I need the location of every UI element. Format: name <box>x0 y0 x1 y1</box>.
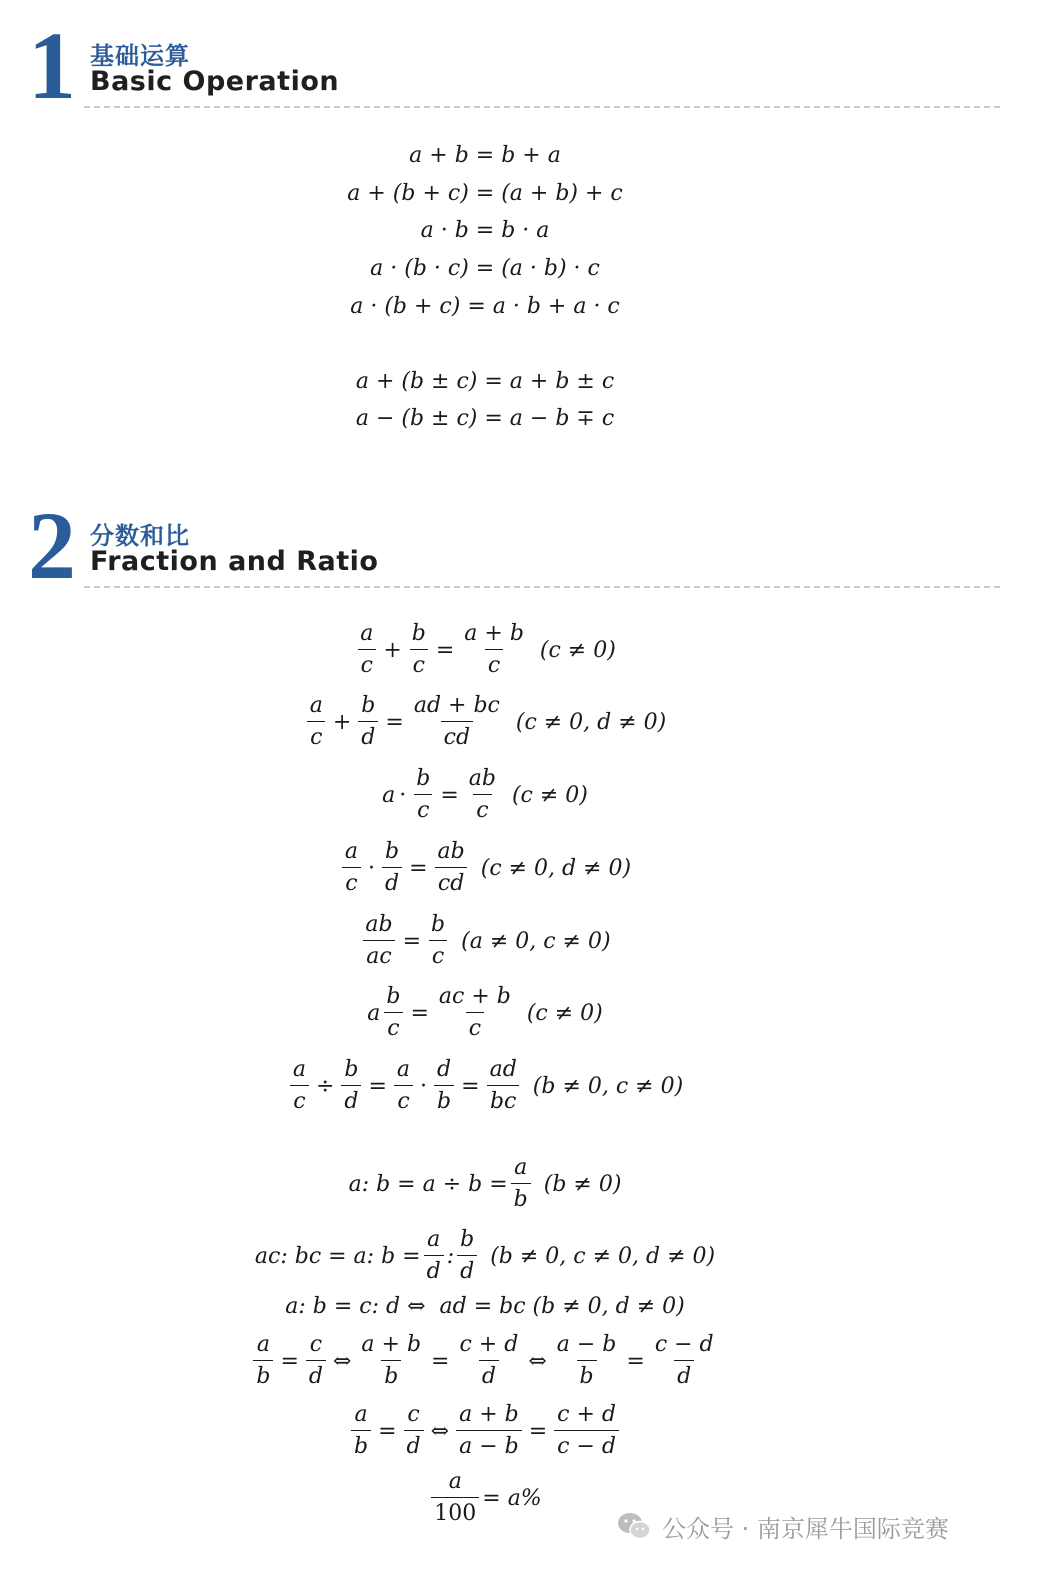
formula-row: a · b = b · a <box>420 217 550 243</box>
formula-row <box>0 836 970 900</box>
denominator: d <box>341 1085 361 1115</box>
numerator: a <box>256 1332 270 1357</box>
formula-row: a · (b · c) = (a · b) · c <box>370 255 600 281</box>
denominator: b <box>511 1183 531 1213</box>
fraction <box>394 1057 413 1115</box>
divider <box>84 106 1000 108</box>
fraction <box>404 1402 424 1460</box>
fraction <box>466 766 499 824</box>
fraction <box>253 1332 273 1390</box>
operator: + <box>332 709 352 735</box>
fraction <box>456 1402 522 1460</box>
formula-row: a: b = c: d ⇔ ad = bc (b ≠ 0, d ≠ 0) <box>285 1293 685 1319</box>
fraction <box>511 1155 531 1213</box>
condition: (a ≠ 0, c ≠ 0) <box>461 928 611 954</box>
fraction <box>342 839 361 897</box>
denominator: cd <box>435 867 467 897</box>
fraction <box>431 1469 479 1527</box>
numerator: b <box>416 766 431 791</box>
denominator: d <box>674 1360 694 1390</box>
condition: (c ≠ 0) <box>511 782 588 808</box>
operator: = <box>280 1348 299 1374</box>
formula-row <box>0 909 970 973</box>
term: ac: bc = a: b = <box>254 1243 421 1269</box>
term: a: b = a ÷ b = <box>348 1171 508 1197</box>
numerator: c + d <box>459 1332 519 1357</box>
denominator: c <box>394 1085 412 1115</box>
operator: = <box>378 1418 397 1444</box>
condition: (b ≠ 0, c ≠ 0, d ≠ 0) <box>490 1243 716 1269</box>
operator: : <box>446 1243 455 1269</box>
fraction <box>411 693 503 751</box>
formula-row <box>0 1329 970 1393</box>
operator: · <box>368 855 375 881</box>
denominator: ac <box>363 940 394 970</box>
fraction <box>409 621 429 679</box>
operator: = <box>435 637 455 663</box>
condition: (c ≠ 0) <box>526 1000 603 1026</box>
denominator: c <box>466 1012 484 1042</box>
fraction <box>413 766 433 824</box>
fraction <box>341 1057 361 1115</box>
fraction <box>307 693 326 751</box>
section-title-en: Fraction and Ratio <box>90 546 379 577</box>
numerator: b <box>361 693 376 718</box>
term: a <box>367 1000 381 1026</box>
denominator: d <box>424 1255 444 1285</box>
operator: ÷ <box>315 1073 335 1099</box>
numerator: b <box>344 1057 359 1082</box>
numerator: a <box>344 839 358 864</box>
denominator: b <box>381 1360 401 1390</box>
section-title-cn: 基础运算 <box>90 42 190 70</box>
fraction <box>487 1057 520 1115</box>
numerator: ab <box>468 766 496 791</box>
fraction <box>357 621 376 679</box>
condition: (c ≠ 0, d ≠ 0) <box>480 855 632 881</box>
formula-row <box>0 763 970 827</box>
denominator: c <box>473 794 491 824</box>
section-2-header <box>0 492 1056 600</box>
watermark-text: 公众号 · 南京犀牛国际竞赛 <box>662 1514 949 1543</box>
formula-row: a + b = b + a <box>409 142 561 168</box>
denominator: c <box>485 649 503 679</box>
operator: = <box>528 1418 548 1444</box>
denominator: c <box>358 649 376 679</box>
wechat-icon <box>616 1511 652 1541</box>
fraction <box>351 1402 371 1460</box>
numerator: a + b <box>464 621 524 646</box>
formula-row: a · (b + c) = a · b + a · c <box>350 293 620 319</box>
numerator: ad <box>489 1057 517 1082</box>
fraction <box>428 912 448 970</box>
numerator: c − d <box>654 1332 714 1357</box>
condition: (b ≠ 0, c ≠ 0) <box>532 1073 684 1099</box>
numerator: ab <box>437 839 465 864</box>
formula-row <box>0 981 970 1045</box>
section-1-header <box>0 12 1056 120</box>
denominator: c <box>410 649 428 679</box>
numerator: c <box>407 1402 420 1427</box>
numerator: b <box>386 984 401 1009</box>
fraction <box>554 1332 620 1390</box>
fraction <box>554 1402 619 1460</box>
fraction <box>461 621 527 679</box>
operator: ⇔ <box>332 1348 352 1374</box>
denominator: c <box>342 867 360 897</box>
denominator: c <box>384 1012 402 1042</box>
denominator: b <box>253 1360 273 1390</box>
denominator: d <box>457 1255 477 1285</box>
denominator: b <box>577 1360 597 1390</box>
fraction <box>290 1057 309 1115</box>
operator: = <box>385 709 404 735</box>
fraction <box>382 839 402 897</box>
denominator: c <box>290 1085 308 1115</box>
numerator: a <box>514 1155 528 1180</box>
fraction <box>435 839 468 897</box>
numerator: a + b <box>361 1332 422 1357</box>
operator: ⇔ <box>528 1348 547 1374</box>
operator: = <box>431 1348 450 1374</box>
section-number: 1 <box>28 12 76 119</box>
numerator: d <box>437 1057 452 1082</box>
operator: = <box>410 1000 429 1026</box>
numerator: a <box>292 1057 306 1082</box>
denominator: d <box>479 1360 499 1390</box>
operator: · <box>399 782 407 808</box>
denominator: a − b <box>456 1430 522 1460</box>
operator: = <box>461 1073 480 1099</box>
fraction <box>457 1227 477 1285</box>
numerator: ad + bc <box>413 693 500 718</box>
formula-row <box>0 1224 970 1288</box>
divider <box>84 586 1000 588</box>
operator: = <box>409 855 428 881</box>
numerator: a <box>427 1227 441 1252</box>
formula-row: a + (b + c) = (a + b) + c <box>347 180 623 206</box>
formula-row <box>0 618 970 682</box>
operator: = <box>402 928 422 954</box>
formula-row <box>0 1152 970 1216</box>
numerator: a <box>360 621 374 646</box>
operator: · <box>420 1073 428 1099</box>
denominator: cd <box>441 721 473 751</box>
operator: ⇔ <box>430 1418 450 1444</box>
numerator: a <box>354 1402 368 1427</box>
numerator: b <box>411 621 426 646</box>
fraction <box>306 1332 326 1390</box>
numerator: b <box>431 912 446 937</box>
fraction <box>383 984 403 1042</box>
operator: = <box>626 1348 645 1374</box>
numerator: a − b <box>556 1332 617 1357</box>
numerator: ab <box>365 912 393 937</box>
operator: = <box>440 782 459 808</box>
numerator: a <box>309 693 323 718</box>
section-number: 2 <box>28 492 76 599</box>
condition: (c ≠ 0) <box>539 637 616 663</box>
numerator: b <box>385 839 400 864</box>
condition: (b ≠ 0) <box>543 1171 622 1197</box>
fraction <box>436 984 514 1042</box>
numerator: c + d <box>557 1402 616 1427</box>
numerator: c <box>309 1332 323 1357</box>
formula-row <box>0 690 970 754</box>
denominator: c <box>414 794 432 824</box>
denominator: c − d <box>554 1430 619 1460</box>
formula-row <box>0 1399 970 1463</box>
fraction <box>358 693 378 751</box>
denominator: bc <box>487 1085 519 1115</box>
denominator: d <box>404 1430 424 1460</box>
fraction <box>434 1057 454 1115</box>
denominator: c <box>429 940 447 970</box>
numerator: ac + b <box>438 984 511 1009</box>
fraction <box>652 1332 717 1390</box>
formula-row: a + (b ± c) = a + b ± c <box>355 368 615 394</box>
fraction <box>362 912 395 970</box>
denominator: d <box>306 1360 326 1390</box>
condition: (c ≠ 0, d ≠ 0) <box>515 709 667 735</box>
numerator: a + b <box>459 1402 519 1427</box>
denominator: d <box>358 721 378 751</box>
term: a <box>382 782 396 808</box>
denominator: d <box>382 867 402 897</box>
operator: + <box>383 637 402 663</box>
term: = a% <box>482 1485 542 1511</box>
fraction <box>456 1332 521 1390</box>
denominator: b <box>351 1430 371 1460</box>
denominator: c <box>307 721 325 751</box>
denominator: b <box>434 1085 454 1115</box>
fraction <box>358 1332 424 1390</box>
formula-row: a − (b ± c) = a − b ∓ c <box>355 405 615 431</box>
numerator: a <box>448 1469 462 1494</box>
denominator: 100 <box>431 1497 479 1527</box>
section-title-en: Basic Operation <box>90 66 340 97</box>
watermark <box>616 1508 1036 1544</box>
numerator: a <box>396 1057 411 1082</box>
formula-row <box>0 1054 970 1118</box>
numerator: b <box>460 1227 475 1252</box>
section-title-cn: 分数和比 <box>90 522 190 550</box>
fraction <box>424 1227 444 1285</box>
operator: = <box>368 1073 387 1099</box>
